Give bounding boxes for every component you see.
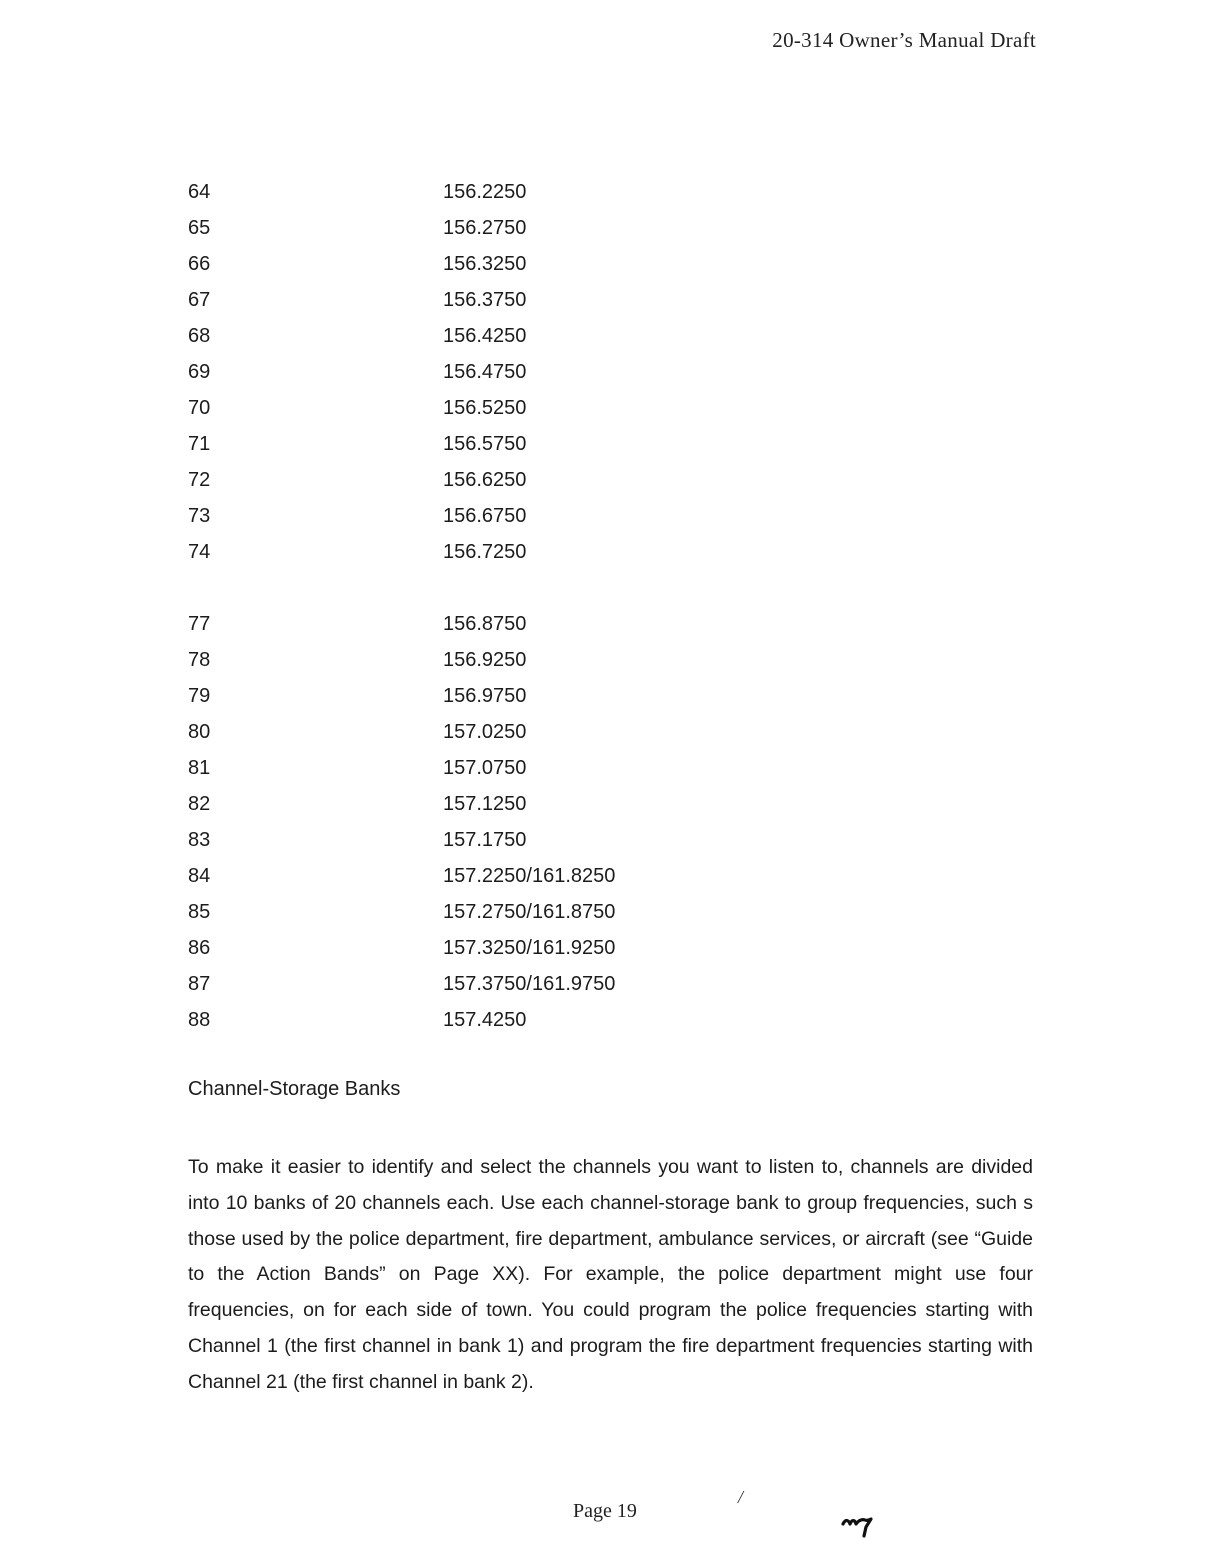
channel-frequency: 156.7250 — [443, 541, 527, 563]
channel-number: 84 — [188, 865, 211, 887]
table-row — [188, 966, 688, 1002]
channel-frequency: 157.3250/161.9250 — [443, 937, 616, 959]
channel-number: 83 — [188, 829, 211, 851]
table-row — [188, 858, 688, 894]
body-paragraph: To make it easier to identify and select the channels you want to listen to, channels are divided into 10 banks of 20 channels each. Use each channel-storage bank to group frequencies, such s those used by the police department, fire department, ambulance services, or aircraft (see “Guide to the Action Bands” on Page XX). For example, the police department might use four frequencies, on for each side of town. You could program the police frequencies starting with Channel 1 (the first channel in bank 1) and program the fire department frequencies starting with Channel 21 (the first channel in bank 2). — [188, 1156, 1033, 1393]
channel-frequency: 156.9750 — [443, 685, 527, 707]
channel-number: 77 — [188, 613, 211, 635]
table-row — [188, 786, 688, 822]
table-row — [188, 426, 688, 462]
table-row — [188, 606, 688, 642]
table-row — [188, 210, 688, 246]
channel-frequency: 156.6250 — [443, 469, 527, 491]
table-row — [188, 642, 688, 678]
table-row — [188, 894, 688, 930]
channel-frequency: 157.1750 — [443, 829, 527, 851]
table-row — [188, 174, 688, 210]
table-row — [188, 282, 688, 318]
channel-group-1 — [188, 174, 688, 570]
channel-number: 74 — [188, 541, 211, 563]
table-row — [188, 822, 688, 858]
channel-number: 66 — [188, 253, 211, 275]
channel-frequency: 157.0250 — [443, 721, 527, 743]
channel-frequency: 156.3250 — [443, 253, 527, 275]
handwritten-initials-icon — [840, 1512, 874, 1540]
table-row — [188, 246, 688, 282]
channel-frequency: 157.4250 — [443, 1009, 527, 1031]
channel-frequency: 156.4250 — [443, 325, 527, 347]
channel-frequency: 157.0750 — [443, 757, 527, 779]
table-row — [188, 1002, 688, 1038]
table-row — [188, 930, 688, 966]
section-heading: Channel-Storage Banks — [188, 1078, 401, 1100]
channel-number: 64 — [188, 181, 211, 203]
channel-number: 69 — [188, 361, 211, 383]
channel-number: 88 — [188, 1009, 211, 1031]
channel-number: 78 — [188, 649, 211, 671]
channel-group-2 — [188, 606, 688, 1038]
channel-number: 86 — [188, 937, 211, 959]
channel-number: 79 — [188, 685, 211, 707]
channel-number: 73 — [188, 505, 211, 527]
channel-number: 70 — [188, 397, 211, 419]
table-group-spacer — [188, 570, 688, 606]
channel-frequency: 156.2750 — [443, 217, 527, 239]
table-row — [188, 498, 688, 534]
channel-frequency-table — [188, 174, 688, 1038]
channel-frequency: 157.1250 — [443, 793, 527, 815]
channel-frequency: 156.8750 — [443, 613, 527, 635]
page-header: 20-314 Owner’s Manual Draft — [772, 28, 1036, 52]
channel-number: 81 — [188, 757, 211, 779]
channel-frequency: 156.5250 — [443, 397, 527, 419]
channel-number: 87 — [188, 973, 211, 995]
channel-frequency: 156.9250 — [443, 649, 527, 671]
channel-frequency: 156.4750 — [443, 361, 527, 383]
channel-number: 71 — [188, 433, 211, 455]
table-row — [188, 390, 688, 426]
channel-number: 67 — [188, 289, 211, 311]
channel-frequency: 157.2750/161.8750 — [443, 901, 616, 923]
channel-frequency: 156.3750 — [443, 289, 527, 311]
channel-frequency: 156.6750 — [443, 505, 527, 527]
channel-frequency: 156.2250 — [443, 181, 527, 203]
table-row — [188, 354, 688, 390]
channel-number: 68 — [188, 325, 211, 347]
channel-frequency: 156.5750 — [443, 433, 527, 455]
channel-number: 82 — [188, 793, 211, 815]
table-row — [188, 462, 688, 498]
table-row — [188, 750, 688, 786]
channel-number: 65 — [188, 217, 211, 239]
channel-number: 72 — [188, 469, 211, 491]
table-row — [188, 318, 688, 354]
page-number: Page 19 — [573, 1500, 637, 1522]
table-row — [188, 534, 688, 570]
table-row — [188, 714, 688, 750]
handwritten-mark: / — [738, 1487, 744, 1507]
channel-number: 85 — [188, 901, 211, 923]
table-row — [188, 678, 688, 714]
channel-frequency: 157.3750/161.9750 — [443, 973, 616, 995]
channel-number: 80 — [188, 721, 211, 743]
channel-frequency: 157.2250/161.8250 — [443, 865, 616, 887]
